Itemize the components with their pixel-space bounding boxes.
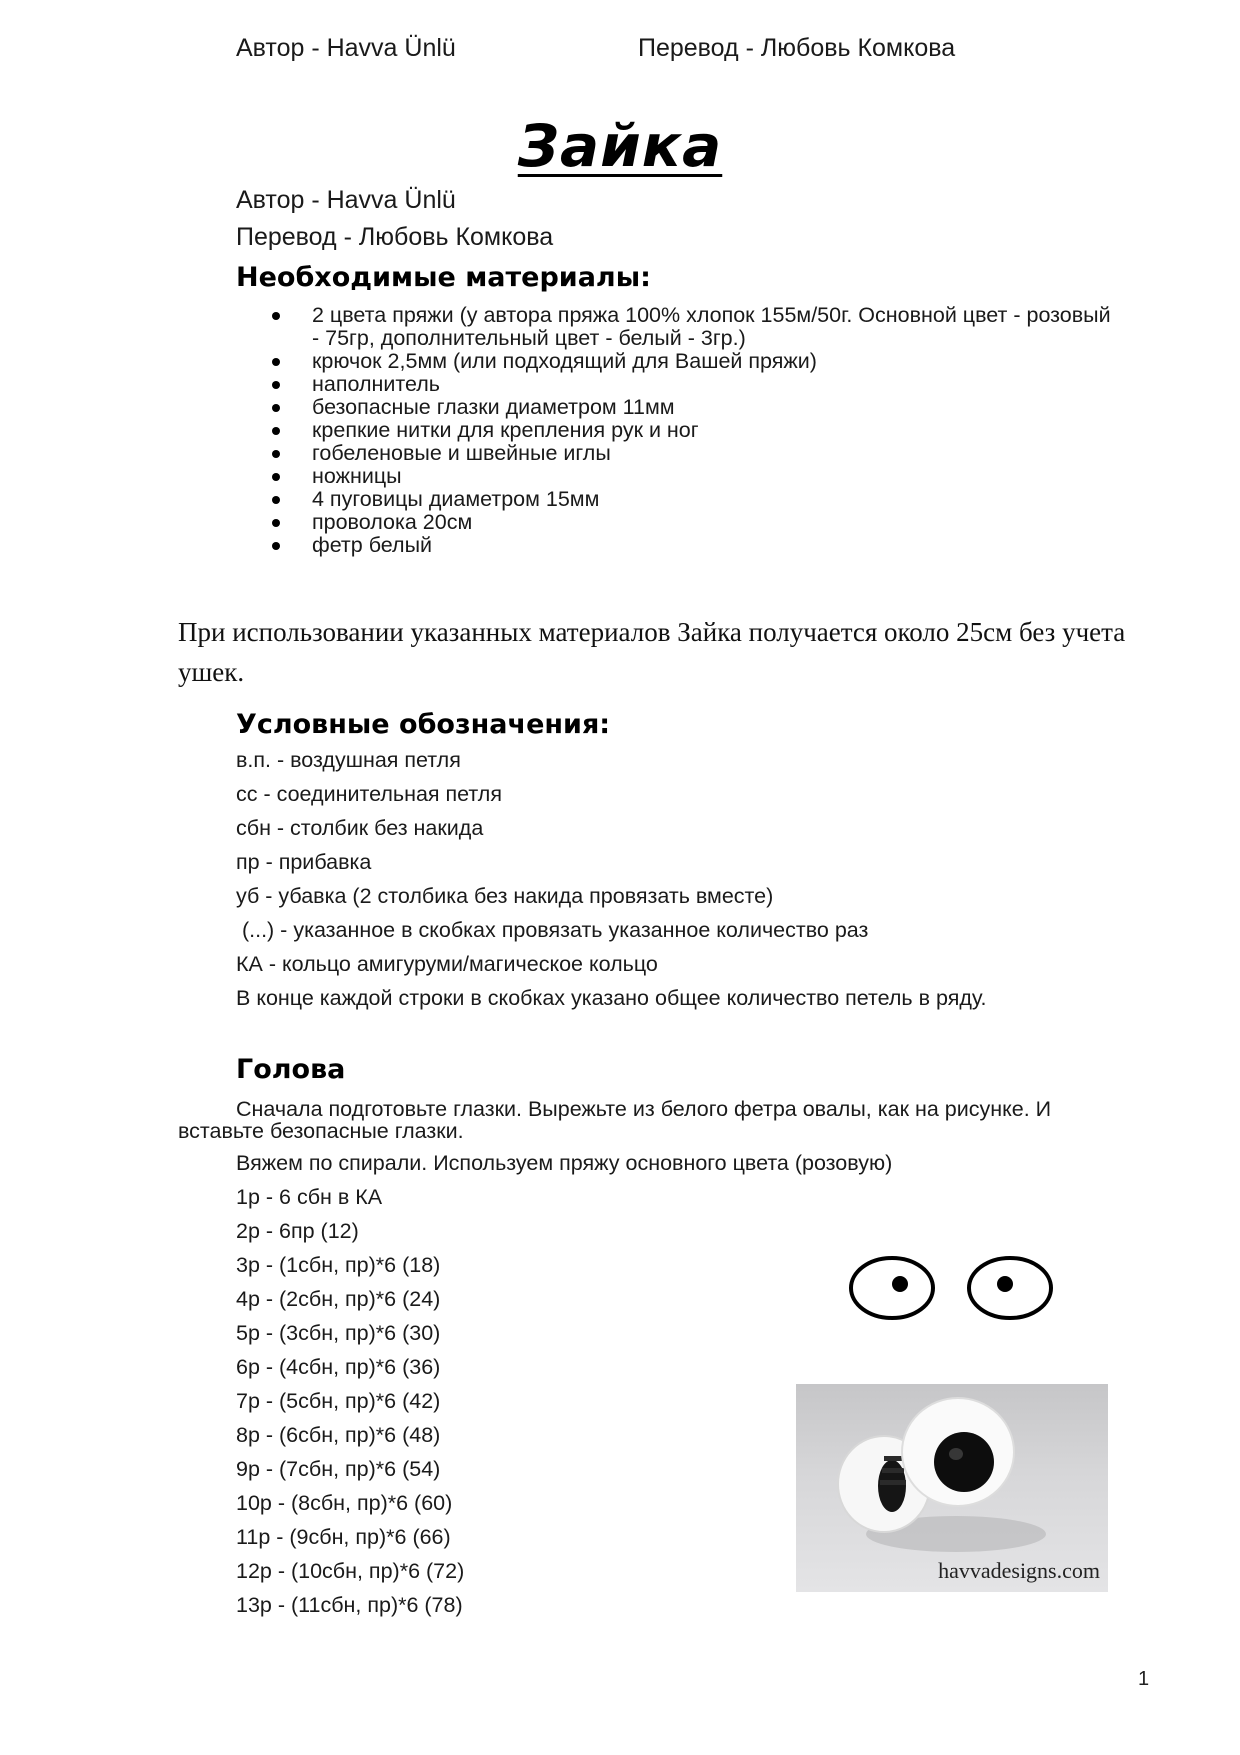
legend-item: (...) - указанное в скобках провязать указанное количество раз [236, 918, 869, 942]
head-row: 3р - (1сбн, пр)*6 (18) [236, 1253, 441, 1277]
meta-translation: Перевод - Любовь Комкова [236, 223, 554, 251]
legend-item: в.п. - воздушная петля [236, 748, 461, 772]
safety-eyes-photo [796, 1384, 1108, 1592]
materials-item: крепкие нитки для крепления рук и ног [236, 419, 1122, 442]
header-translation: Перевод - Любовь Комкова [638, 34, 956, 62]
eye-oval-left [851, 1258, 933, 1318]
head-intro: Сначала подготовьте глазки. Вырежьте из белого фетра овалы, как на рисунке. И вставьте безопасные глазки. [178, 1097, 1052, 1143]
legend-item: уб - убавка (2 столбика без накида провязать вместе) [236, 884, 774, 908]
legend-item: В конце каждой строки в скобках указано общее количество петель в ряду. [236, 986, 987, 1010]
materials-item: наполнитель [236, 373, 1122, 396]
head-row: 2р - 6пр (12) [236, 1219, 359, 1243]
head-heading: Голова [236, 1054, 346, 1085]
materials-item: безопасные глазки диаметром 11мм [236, 396, 1122, 419]
head-row: 7р - (5сбн, пр)*6 (42) [236, 1389, 441, 1413]
legend-item: КА - кольцо амигуруми/магическое кольцо [236, 952, 658, 976]
head-row: 13р - (11сбн, пр)*6 (78) [236, 1593, 463, 1617]
legend-item: сбн - столбик без накида [236, 816, 484, 840]
page-title: Зайка [517, 112, 723, 180]
head-spiral-note: Вяжем по спирали. Используем пряжу основного цвета (розовую) [236, 1151, 893, 1175]
head-row: 12р - (10сбн, пр)*6 (72) [236, 1559, 465, 1583]
materials-item: гобеленовые и швейные иглы [236, 442, 1122, 465]
materials-item: крючок 2,5мм (или подходящий для Вашей пряжи) [236, 350, 1122, 373]
materials-list [236, 304, 1122, 557]
legend-item: пр - прибавка [236, 850, 372, 874]
eye-pupil-left [892, 1276, 908, 1292]
header-author: Автор - Havva Ünlü [236, 34, 456, 62]
materials-item: проволока 20см [236, 511, 1122, 534]
meta-author: Автор - Havva Ünlü [236, 186, 456, 214]
materials-item: ножницы [236, 465, 1122, 488]
materials-item: 2 цвета пряжи (у автора пряжа 100% хлопок 155м/50г. Основной цвет - розовый - 75гр, дополнительный цвет - белый - 3гр.) [236, 304, 1122, 350]
legend-heading: Условные обозначения: [236, 709, 611, 740]
head-row: 11р - (9сбн, пр)*6 (66) [236, 1525, 451, 1549]
head-row: 1р - 6 сбн в КА [236, 1185, 383, 1209]
head-row: 9р - (7сбн, пр)*6 (54) [236, 1457, 441, 1481]
materials-item: фетр белый [236, 534, 1122, 557]
head-row: 6р - (4сбн, пр)*6 (36) [236, 1355, 441, 1379]
photo-caption: havvadesigns.com [938, 1558, 1100, 1583]
head-row: 10р - (8сбн, пр)*6 (60) [236, 1491, 453, 1515]
head-row: 8р - (6сбн, пр)*6 (48) [236, 1423, 441, 1447]
eyes-template-illustration [848, 1253, 1058, 1323]
legend-item: сс - соединительная петля [236, 782, 502, 806]
eye-pupil-right [997, 1276, 1013, 1292]
size-note: При использовании указанных материалов Зайка получается около 25см без учета ушек. [178, 617, 1126, 687]
materials-item: 4 пуговицы диаметром 15мм [236, 488, 1122, 511]
materials-heading: Необходимые материалы: [236, 262, 651, 293]
page-number: 1 [1138, 1668, 1150, 1690]
head-row: 5р - (3сбн, пр)*6 (30) [236, 1321, 441, 1345]
head-row: 4р - (2сбн, пр)*6 (24) [236, 1287, 441, 1311]
